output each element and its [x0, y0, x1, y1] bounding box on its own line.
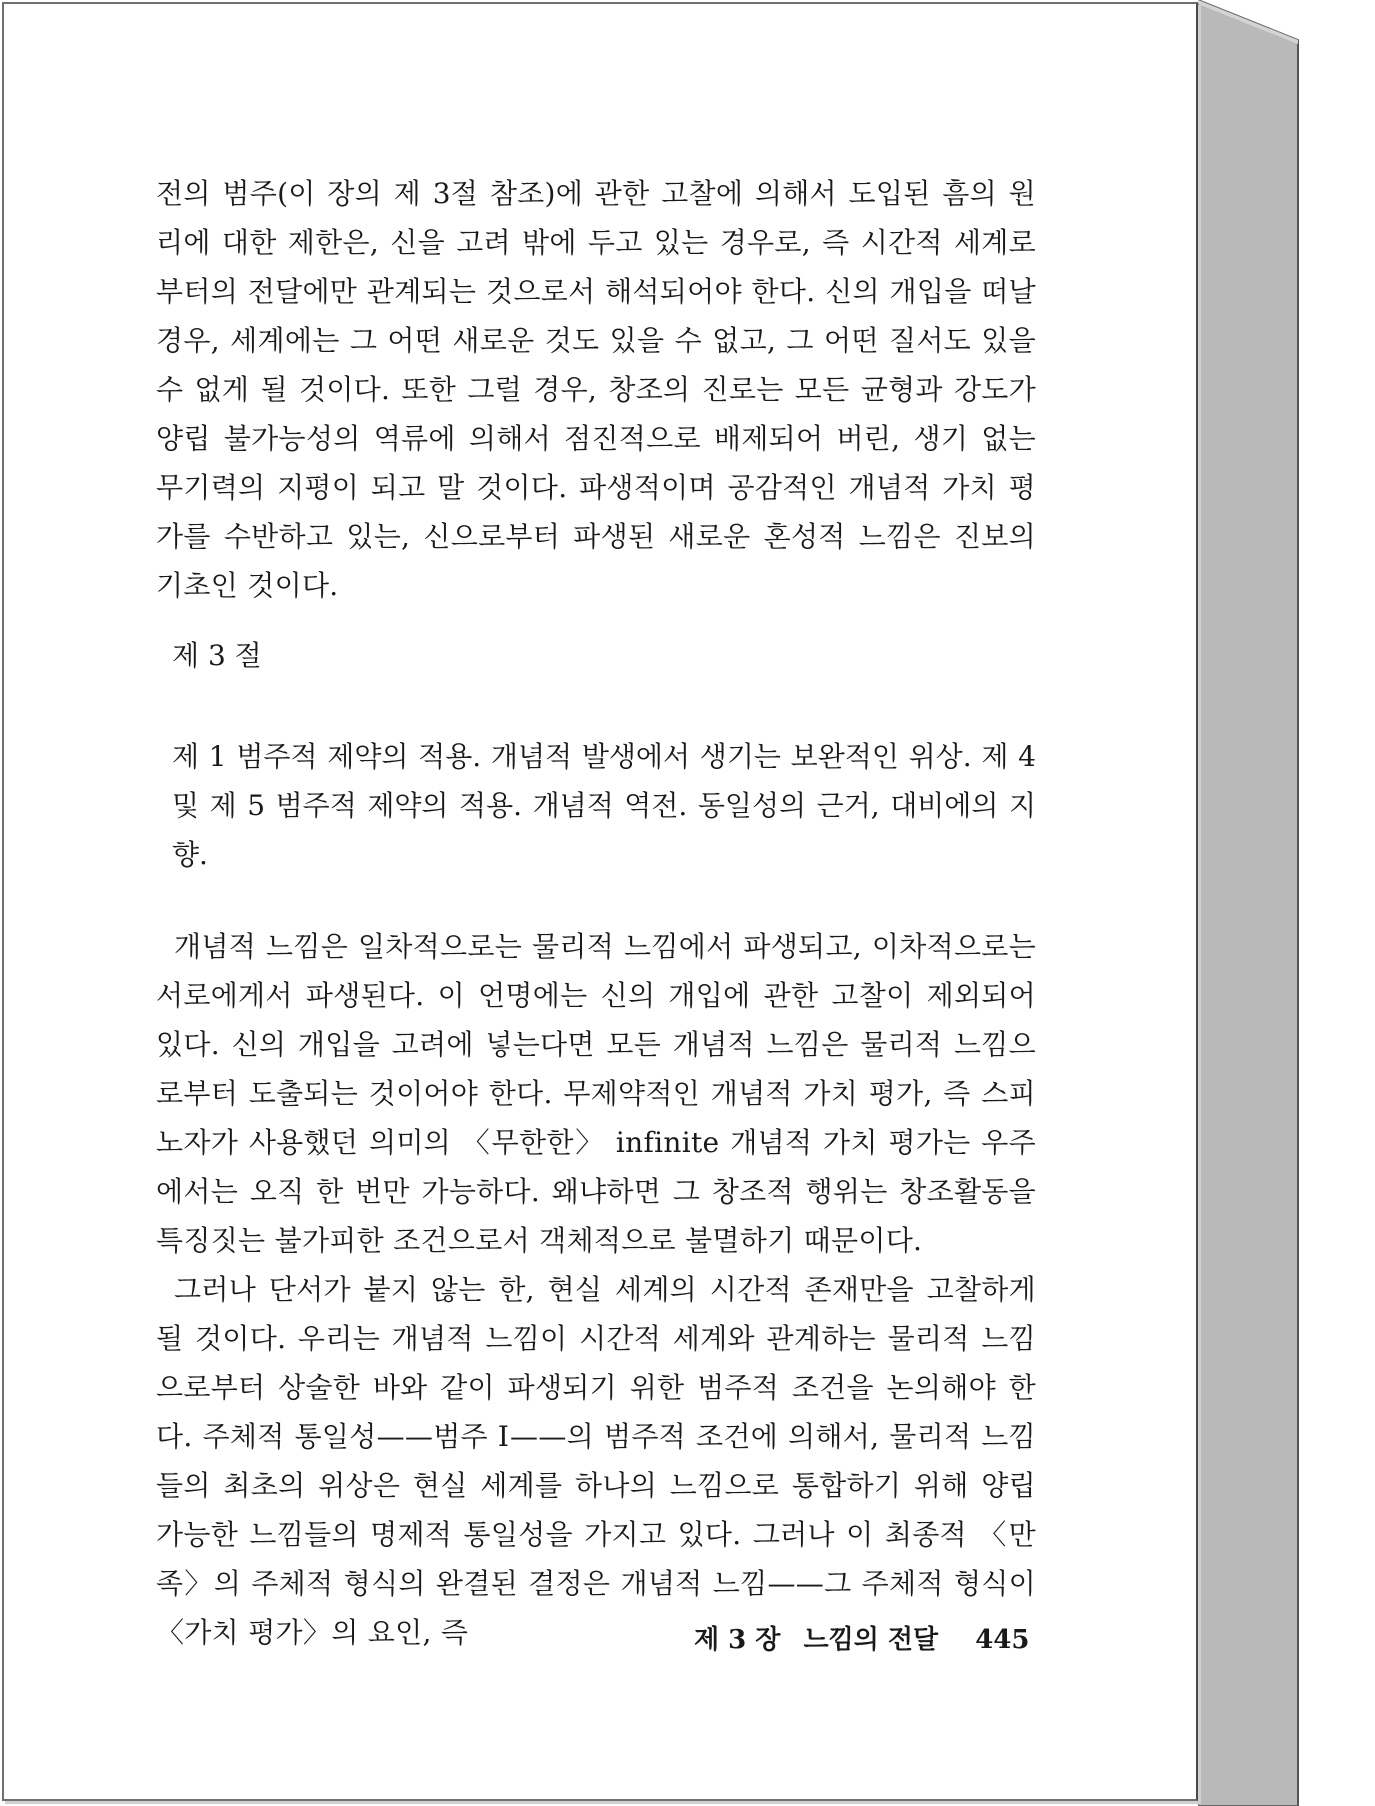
footer-chapter: 제 3 장	[694, 1625, 781, 1655]
body-paragraph: 개념적 느낌은 일차적으로는 물리적 느낌에서 파생되고, 이차적으로는 서로에게서 파생된다. 이 언명에는 신의 개입에 관한 고찰이 제외되어 있다. 신의 개입을 고려에 넣는다면 모든 개념적 느낌은 물리적 느낌으로부터 도출되는 것이어야 한다. 무제약적인 개념적 가치 평가, 즉 스피노자가 사용했던 의미의 〈무한한〉 infinite 개념적 가치 평가는 우주에서는 오직 한 번만 가능하다. 왜냐하면 그 창조적 행위는 창조활동을 특징짓는 불가피한 조건으로서 객체적으로 불멸하기 때문이다.	[156, 930, 1036, 1257]
paragraph-top: 전의 범주(이 장의 제 3절 참조)에 관한 고찰에 의해서 도입된 흠의 원리에 대한 제한은, 신을 고려 밖에 두고 있는 경우로, 즉 시간적 세계로부터의 전달에만 관계되는 것으로서 해석되어야 한다. 신의 개입을 떠날 경우, 세계에는 그 어떤 새로운 것도 있을 수 없고, 그 어떤 질서도 있을 수 없게 될 것이다. 또한 그럴 경우, 창조의 진로는 모든 균형과 강도가 양립 불가능성의 역류에 의해서 점진적으로 배제되어 버린, 생기 없는 무기력의 지평이 되고 말 것이다. 파생적이며 공감적인 개념적 가치 평가를 수반하고 있는, 신으로부터 파생된 새로운 혼성적 느낌은 진보의 기초인 것이다.	[156, 177, 1036, 602]
page-number: 445	[975, 1625, 1030, 1655]
book-spine	[1198, 0, 1358, 1806]
section-summary: 제 1 범주적 제약의 적용. 개념적 발생에서 생기는 보완적인 위상. 제 4 및 제 5 범주적 제약의 적용. 개념적 역전. 동일성의 근거, 대비에의 지향.	[172, 740, 1036, 871]
body-paragraph: 그러나 단서가 붙지 않는 한, 현실 세계의 시간적 존재만을 고찰하게 될 것이다. 우리는 개념적 느낌이 시간적 세계와 관계하는 물리적 느낌으로부터 상술한 바와 같이 파생되기 위한 범주적 조건을 논의해야 한다. 주체적 통일성——범주 Ⅰ——의 범주적 조건에 의해서, 물리적 느낌들의 최초의 위상은 현실 세계를 하나의 느낌으로 통합하기 위해 양립 가능한 느낌들의 명제적 통일성을 가지고 있다. 그러나 이 최종적 〈만족〉의 주체적 형식의 완결된 결정은 개념적 느낌——그 주체적 형식이 〈가치 평가〉의 요인, 즉	[156, 1273, 1036, 1649]
section-heading: 제 3 절	[172, 639, 262, 672]
book-page	[2, 2, 1198, 1801]
page-footer	[694, 1619, 1029, 1656]
body-text	[156, 922, 1036, 1657]
footer-chapter-title: 느낌의 전달	[803, 1625, 939, 1655]
